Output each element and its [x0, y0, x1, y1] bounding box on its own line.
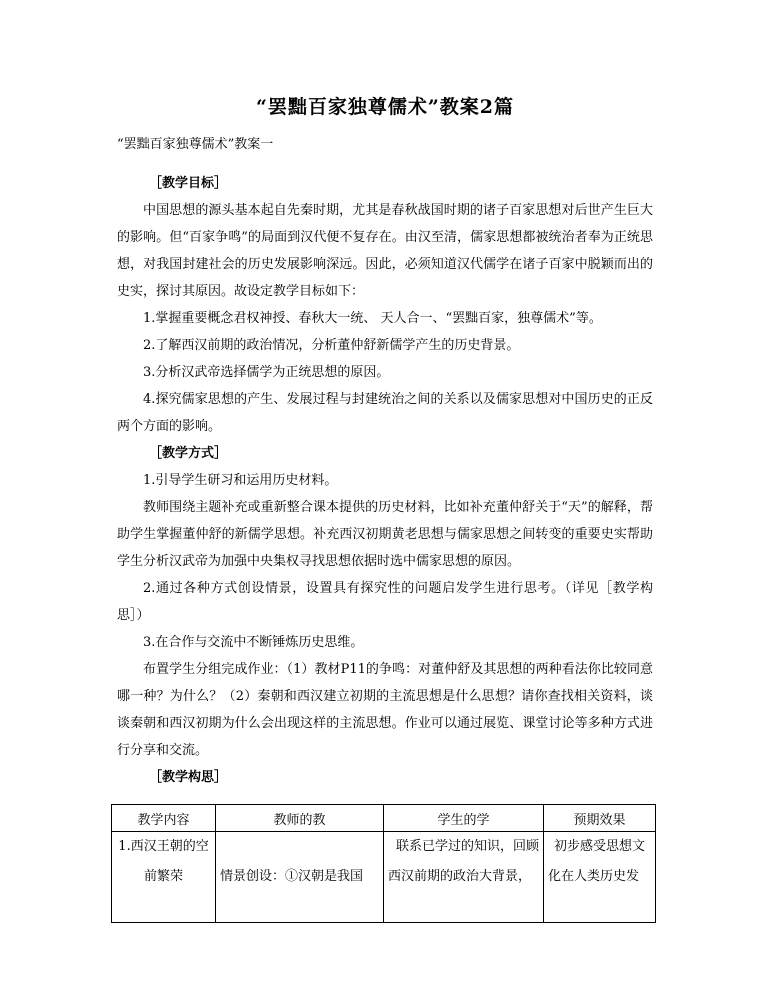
document-subtitle: “罢黜百家独尊儒术”教案一	[117, 137, 274, 152]
document-title: “罢黜百家独尊儒术”教案2篇	[255, 96, 515, 118]
section-heading: ［教学方式］	[149, 446, 228, 461]
lesson-plan-table-wrap	[111, 804, 655, 923]
body-paragraph: 2.了解西汉前期的政治情况，分析董仲舒新儒学产生的历史背景。	[143, 338, 520, 353]
table-header-cell: 学生的学	[384, 805, 544, 832]
body-paragraph: 1.引导学生研习和运用历史材料。	[143, 473, 338, 488]
body-paragraph: 布置学生分组完成作业：（1）教材P11的争鸣：对董仲舒及其思想的两种看法你比较同意哪一种？为什么？（2）秦朝和西汉建立初期的主流思想是什么思想？请你查找相关资料，谈谈秦朝和西汉初期为什么会出现这样的主流思想。作业可以通过展览、课堂讨论等多种方式进行分享和交流。	[117, 662, 653, 758]
body-paragraph: 2.通过各种方式创设情景，设置具有探究性的问题启发学生进行思考。（详见［教学构思］）	[117, 581, 653, 623]
section-heading: ［教学构思］	[149, 770, 228, 785]
body-paragraph: 教师围绕主题补充或重新整合课本提供的历史材料，比如补充董仲舒关于“天”的解释，帮助学生掌握董仲舒的新儒学思想。补充西汉初期黄老思想与儒家思想之间转变的重要史实帮助学生分析汉武帝为加强中央集权寻找思想依据时选中儒家思想的原因。	[117, 500, 653, 569]
lesson-plan-table	[111, 804, 656, 923]
document-body	[117, 170, 653, 791]
body-paragraph: 1.掌握重要概念君权神授、春秋大一统、 天人合一、“罢黜百家，独尊儒术”等。	[143, 311, 602, 326]
body-paragraph: 3.在合作与交流中不断锤炼历史思维。	[143, 635, 364, 650]
table-header-cell: 教师的教	[216, 805, 384, 832]
body-paragraph: 4.探究儒家思想的产生、发展过程与封建统治之间的关系以及儒家思想对中国历史的正反两个方面的影响。	[117, 392, 653, 434]
section-heading: ［教学目标］	[149, 176, 228, 191]
table-header-cell: 教学内容	[112, 805, 216, 832]
table-header-cell: 预期效果	[544, 805, 656, 832]
table-row	[112, 832, 656, 923]
table-cell-teacher: 情景创设：①汉朝是我国	[216, 832, 384, 923]
table-header-row	[112, 805, 656, 832]
body-paragraph: 中国思想的源头基本起自先秦时期，尤其是春秋战国时期的诸子百家思想对后世产生巨大的影响。但“百家争鸣”的局面到汉代便不复存在。由汉至清，儒家思想都被统治者奉为正统思想，对我国封建社会的历史发展影响深远。因此，必须知道汉代儒学在诸子百家中脱颖而出的史实，探讨其原因。故设定教学目标如下：	[117, 203, 653, 299]
table-cell-content: 1.西汉王朝的空前繁荣	[112, 832, 216, 923]
body-paragraph: 3.分析汉武帝选择儒学为正统思想的原因。	[143, 365, 390, 380]
table-cell-effect: 初步感受思想文化在人类历史发	[544, 832, 656, 923]
table-cell-student: 联系已学过的知识，回顾西汉前期的政治大背景，	[384, 832, 544, 923]
